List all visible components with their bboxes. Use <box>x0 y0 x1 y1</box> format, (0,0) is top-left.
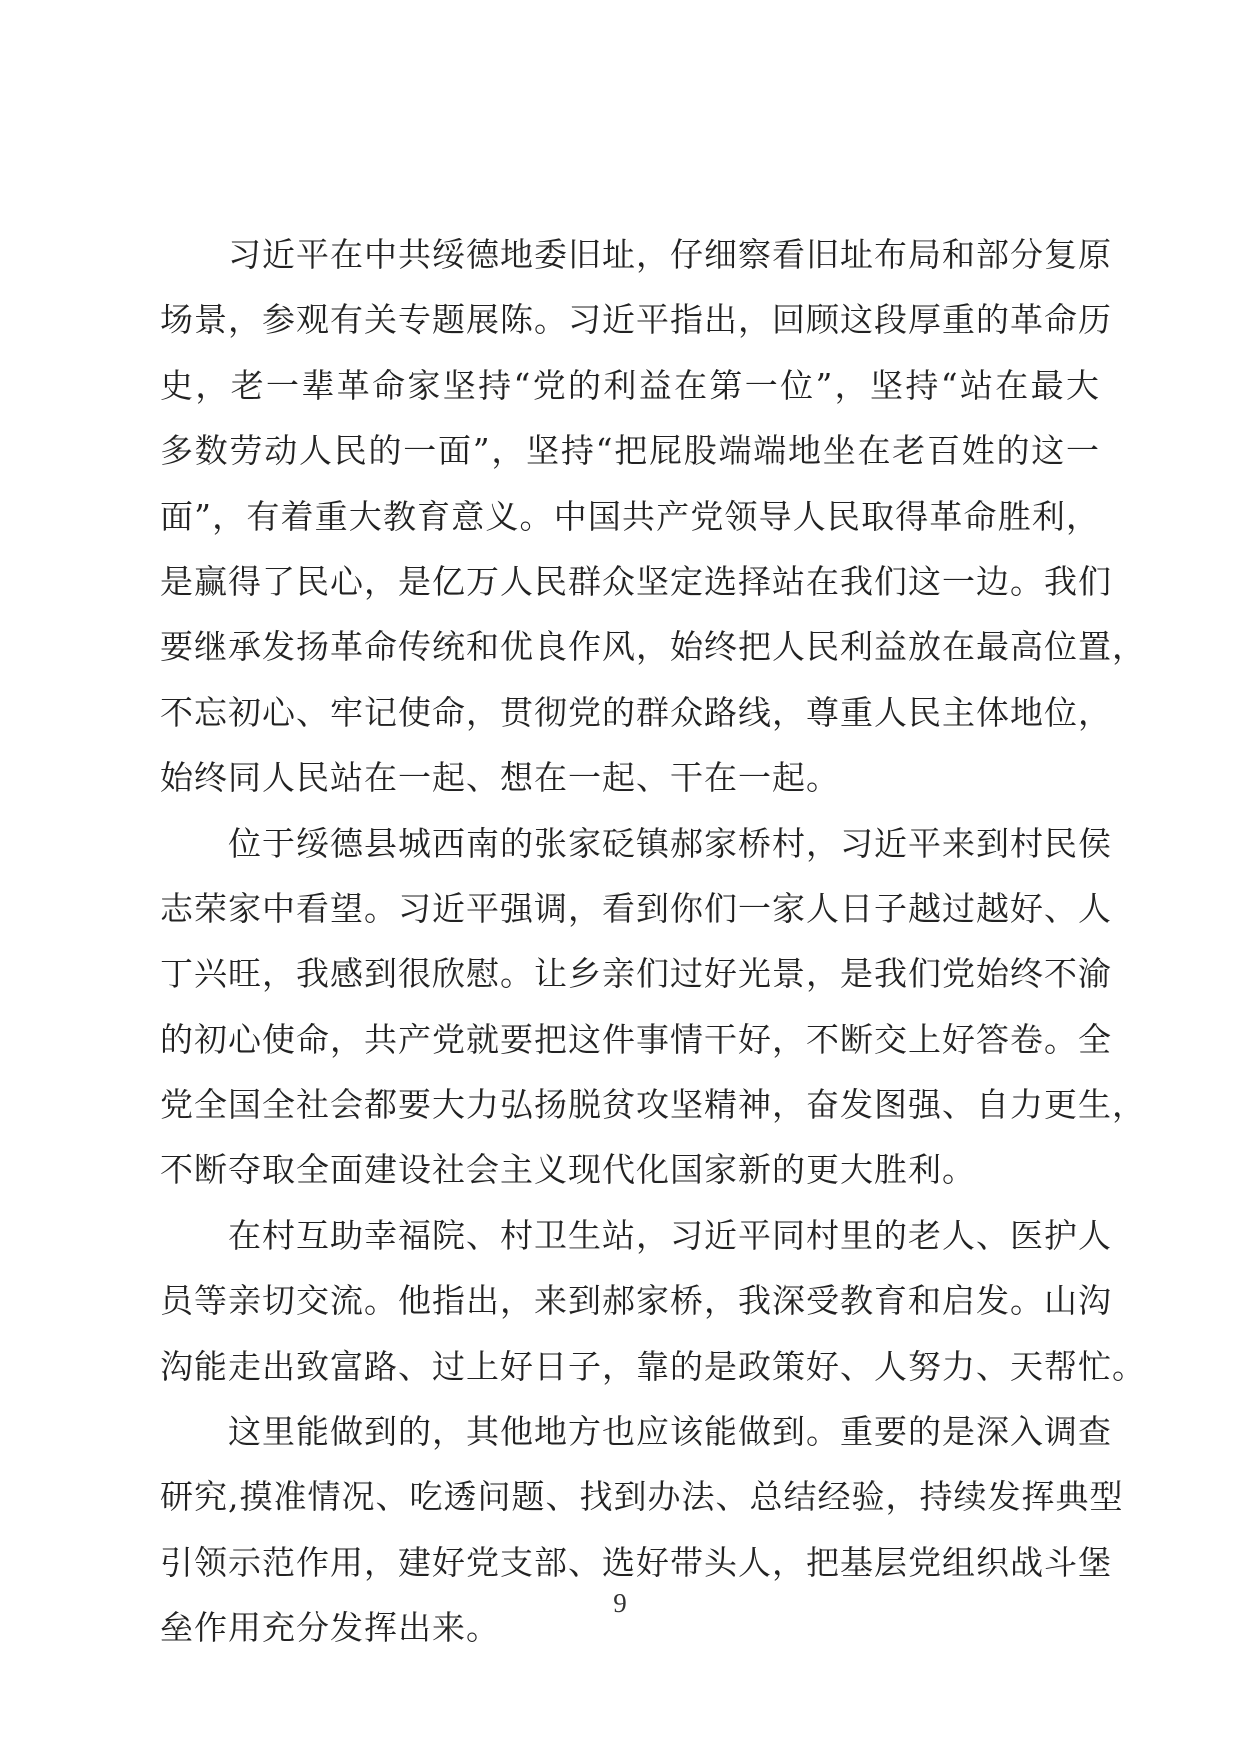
text-line: 研究,摸准情况、吃透问题、找到办法、总结经验，持续发挥典型 <box>160 1477 1124 1517</box>
text-line: 是赢得了民心，是亿万人民群众坚定选择站在我们这一边。我们 <box>160 561 1112 601</box>
text-line: 要继承发扬革命传统和优良作风，始终把人民利益放在最高位置， <box>160 627 1146 667</box>
body-text <box>160 222 1146 1661</box>
text-line: 沟能走出致富路、过上好日子，靠的是政策好、人努力、天帮忙。 <box>160 1346 1146 1386</box>
paragraph-2 <box>160 811 1146 1203</box>
text-line: 多数劳动人民的一面”，坚持“把屁股端端地坐在老百姓的这一 <box>160 431 1100 471</box>
text-line: 面”，有着重大教育意义。中国共产党领导人民取得革命胜利， <box>160 496 1100 536</box>
text-line: 员等亲切交流。他指出，来到郝家桥，我深受教育和启发。山沟 <box>160 1281 1112 1321</box>
text-line: 丁兴旺，我感到很欣慰。让乡亲们过好光景，是我们党始终不渝 <box>160 954 1112 994</box>
text-line: 位于绥德县城西南的张家砭镇郝家桥村，习近平来到村民侯 <box>228 823 1112 863</box>
text-line: 习近平在中共绥德地委旧址，仔细察看旧址布局和部分复原 <box>228 235 1112 274</box>
page-number: 9 <box>613 1588 627 1618</box>
text-line: 党全国全社会都要大力弘扬脱贫攻坚精神，奋发图强、自力更生， <box>160 1085 1146 1125</box>
text-line: 这里能做到的，其他地方也应该能做到。重要的是深入调查 <box>228 1412 1112 1452</box>
text-line: 不断夺取全面建设社会主义现代化国家新的更大胜利。 <box>160 1150 976 1190</box>
text-line: 垒作用充分发挥出来。 <box>160 1608 500 1648</box>
text-line: 的初心使命，共产党就要把这件事情干好，不断交上好答卷。全 <box>160 1019 1112 1059</box>
paragraph-3 <box>160 1203 1146 1399</box>
text-line: 场景，参观有关专题展陈。习近平指出，回顾这段厚重的革命历 <box>160 300 1112 340</box>
paragraph-1 <box>160 222 1146 811</box>
text-line: 在村互助幸福院、村卫生站，习近平同村里的老人、医护人 <box>228 1215 1112 1255</box>
text-line: 引领示范作用，建好党支部、选好带头人，把基层党组织战斗堡 <box>160 1542 1112 1582</box>
text-line: 不忘初心、牢记使命，贯彻党的群众路线，尊重人民主体地位， <box>160 692 1112 732</box>
text-line: 始终同人民站在一起、想在一起、干在一起。 <box>160 758 840 798</box>
paragraph-4 <box>160 1399 1124 1661</box>
text-line: 史，老一辈革命家坚持“党的利益在第一位”，坚持“站在最大 <box>160 365 1100 405</box>
text-line: 志荣家中看望。习近平强调，看到你们一家人日子越过越好、人 <box>160 888 1112 928</box>
